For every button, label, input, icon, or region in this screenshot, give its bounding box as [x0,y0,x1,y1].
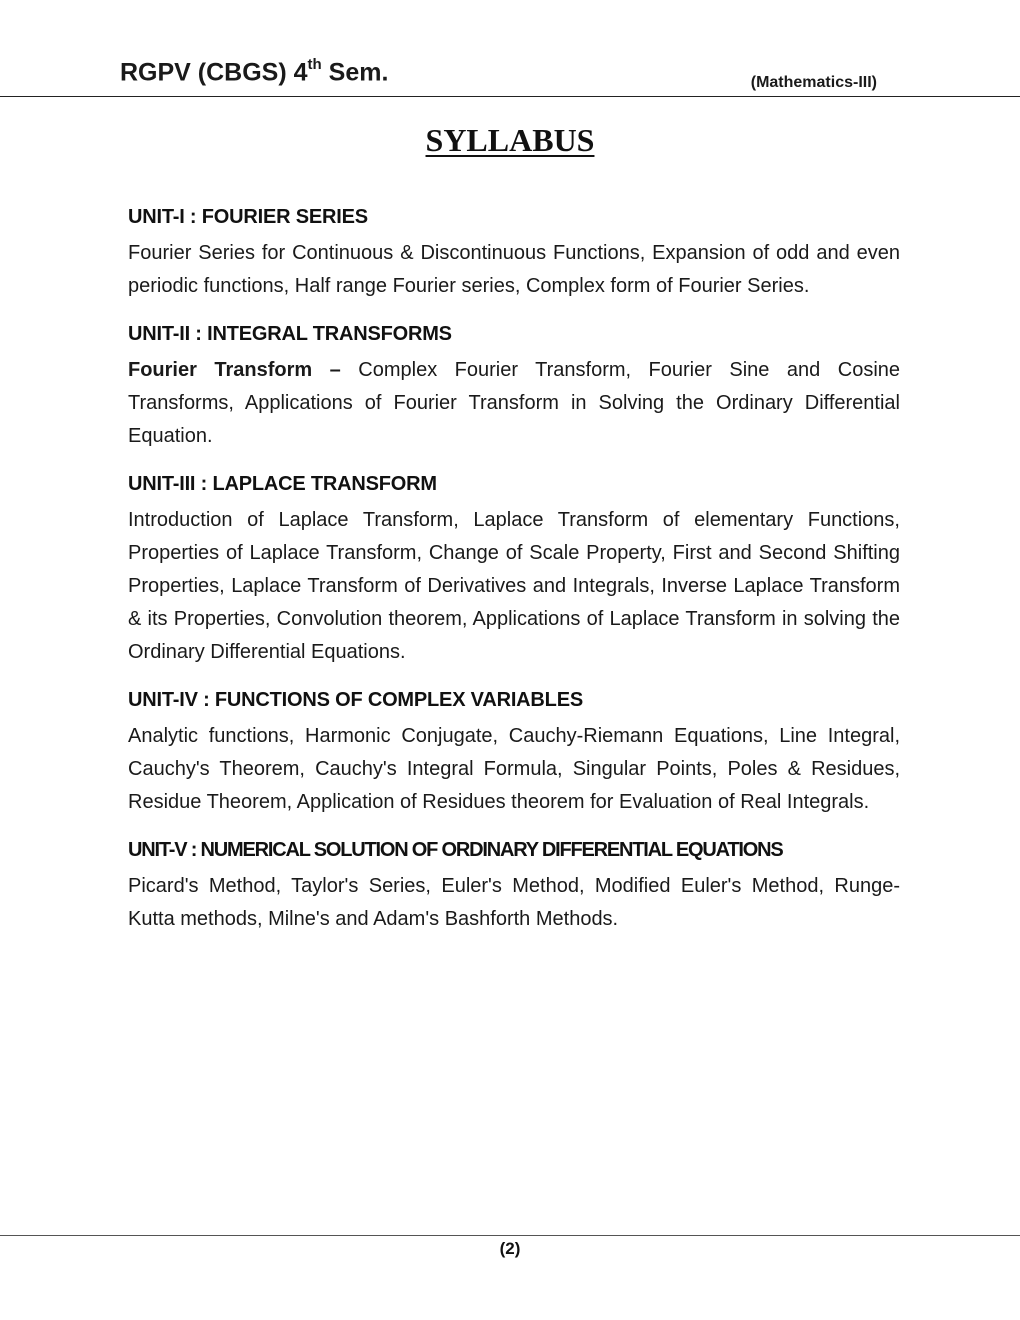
unit-heading: UNIT-II : INTEGRAL TRANSFORMS [128,323,452,345]
unit-heading: UNIT-V : NUMERICAL SOLUTION OF ORDINARY DIFFERENTIAL EQUATIONS [128,839,783,861]
unit-5 [128,839,900,936]
page-title [0,122,1020,159]
course-name: RGPV (CBGS) 4 [120,58,308,87]
unit-description-text: Introduction of Laplace Transform, Laplace Transform of elementary Functions, Properties of Laplace Transform, Change of Scale Property, First and Second Shifting Properties, Laplace Transform of Derivatives and Integrals, Inverse Laplace Transform & its Properties, Convolution theorem, Applications of Laplace Transform in solving the Ordinary Differential Equations. [128,509,900,663]
unit-description-text: Picard's Method, Taylor's Series, Euler's Method, Modified Euler's Method, Runge-Kutta methods, Milne's and Adam's Bashforth Methods. [128,875,900,930]
unit-heading: UNIT-IV : FUNCTIONS OF COMPLEX VARIABLES [128,689,583,711]
unit-3 [128,473,900,669]
unit-description-text: Analytic functions, Harmonic Conjugate, Cauchy-Riemann Equations, Line Integral, Cauchy's Theorem, Cauchy's Integral Formula, Singular Points, Poles & Residues, Residue Theorem, Application of Residues theorem for Evaluation of Real Integrals. [128,725,900,813]
unit-description [128,504,900,669]
page-number: (2) [499,1239,521,1258]
header-divider [0,96,1020,97]
unit-description [128,237,900,303]
unit-2 [128,323,900,453]
page-header [0,0,1020,98]
unit-description [128,354,900,453]
course-ordinal-suffix: th [307,56,322,73]
course-title [120,58,388,87]
unit-description-text: Complex Fourier Transform, Fourier Sine and Cosine Transforms, Applications of Fourier Transform in Solving the Ordinary Differential Equation. [128,359,901,447]
semester-label: Sem. [321,58,389,87]
unit-description [128,720,900,819]
unit-heading: UNIT-I : FOURIER SERIES [128,206,368,228]
unit-1 [128,206,900,303]
unit-description [128,870,900,936]
syllabus-units [128,206,900,956]
subject-name: (Mathematics-III) [750,74,877,91]
unit-description-text: Fourier Series for Continuous & Discontinuous Functions, Expansion of odd and even periodic functions, Half range Fourier series, Complex form of Fourier Series. [128,242,900,297]
unit-4 [128,689,900,819]
unit-heading: UNIT-III : LAPLACE TRANSFORM [128,473,437,495]
unit-lead-term: Fourier Transform – [128,359,341,381]
footer-divider [0,1235,1020,1236]
page-title-text: SYLLABUS [425,122,595,158]
